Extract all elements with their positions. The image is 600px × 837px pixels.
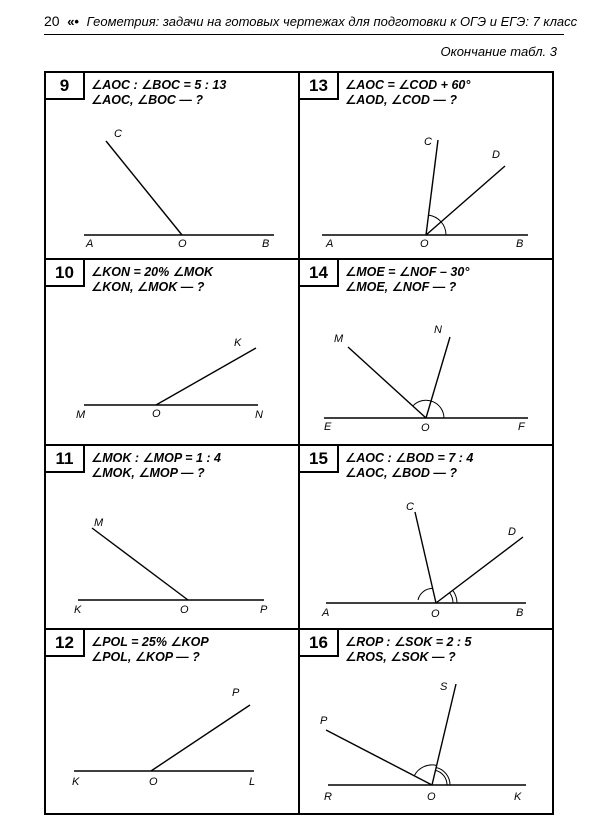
point-label: O [420,238,429,250]
point-label: C [424,136,432,148]
given: ∠ROP : ∠SOK = 2 : 5 [345,635,472,649]
problem-11 [46,446,299,631]
find: ∠MOK, ∠MOP — ? [91,466,205,480]
point-label: O [178,238,187,250]
chapter-marker-icon: «• [67,14,79,29]
point-label: K [234,337,242,349]
point-label: B [262,238,270,250]
ray-OD [436,537,523,603]
geometry-figure [46,73,299,258]
point-label: O [421,422,430,434]
point-label: A [326,238,334,250]
point-label: P [320,715,328,727]
point-label: R [324,791,332,803]
point-label: B [516,607,524,619]
problem-12 [46,630,299,815]
table-caption: Окончание табл. 3 [440,44,557,59]
problem-13 [300,73,553,258]
ray-OP [326,730,432,785]
point-label: N [255,409,263,421]
problem-10 [46,260,299,445]
ray-OC [426,140,438,235]
point-label: M [334,333,344,345]
problem-number: 14 [300,260,339,287]
problem-9 [46,73,299,258]
geometry-figure [300,73,553,258]
problem-14 [300,260,553,445]
ray-OM [92,528,188,600]
point-label: K [74,604,82,616]
point-label: F [518,421,525,433]
point-label: M [94,517,104,529]
page-number: 20 [44,13,60,29]
given: ∠MOE = ∠NOF – 30° [345,265,470,279]
problem-number: 9 [46,73,85,100]
ray-OP [151,705,250,771]
point-label: M [76,409,86,421]
geometry-figure [46,630,299,815]
problem-number: 11 [46,446,85,473]
given: ∠KON = 20% ∠MOK [91,265,214,279]
point-label: D [492,149,500,161]
book-title: Геометрия: задачи на готовых чертежах для подготовки к ОГЭ и ЕГЭ: 7 класс [86,14,578,29]
ray-OK [156,348,256,405]
point-label: C [406,501,414,513]
given: ∠AOC : ∠BOD = 7 : 4 [345,451,474,465]
geometry-figure [300,630,553,815]
problems-table [44,71,554,815]
angle-arc [418,588,433,600]
point-label: P [260,604,268,616]
point-label: D [508,526,516,538]
problem-number: 16 [300,630,339,657]
point-label: N [434,324,442,336]
given: ∠POL = 25% ∠KOP [91,635,209,649]
ray-ON [426,337,450,418]
geometry-figure [300,260,553,445]
find: ∠AOC, ∠BOD — ? [345,466,457,480]
find: ∠KON, ∠MOK — ? [91,280,205,294]
point-label: C [114,128,122,140]
point-label: O [427,791,436,803]
problem-number: 13 [300,73,339,100]
given: ∠AOC : ∠BOC = 5 : 13 [91,78,227,92]
point-label: O [431,608,440,620]
ray-OD [426,166,505,235]
angle-arc [414,765,437,776]
point-label: A [322,607,330,619]
point-label: L [249,776,256,788]
find: ∠AOC, ∠BOC — ? [91,93,203,107]
point-label: P [232,687,240,699]
geometry-figure [46,446,299,631]
problem-number: 15 [300,446,339,473]
angle-arc [450,593,454,603]
problem-number: 10 [46,260,85,287]
point-label: S [440,681,448,693]
point-label: A [86,238,94,250]
point-label: O [149,776,158,788]
find: ∠ROS, ∠SOK — ? [345,650,456,664]
ray-OM [348,347,426,418]
angle-arc [436,768,450,786]
point-label: O [180,604,189,616]
geometry-figure [300,446,553,631]
given: ∠AOC = ∠COD + 60° [345,78,471,92]
ray-OS [432,684,456,785]
given: ∠MOK : ∠MOP = 1 : 4 [91,451,221,465]
find: ∠AOD, ∠COD — ? [345,93,457,107]
page-header [44,8,578,35]
point-label: E [324,421,332,433]
ray-OC [106,141,182,235]
problem-15 [300,446,553,631]
geometry-figure [46,260,299,445]
ray-OC [415,512,436,603]
problem-16 [300,630,553,815]
point-label: K [514,791,522,803]
point-label: K [72,776,80,788]
point-label: B [516,238,524,250]
find: ∠POL, ∠KOP — ? [91,650,200,664]
problem-number: 12 [46,630,85,657]
find: ∠MOE, ∠NOF — ? [345,280,457,294]
point-label: O [152,408,161,420]
